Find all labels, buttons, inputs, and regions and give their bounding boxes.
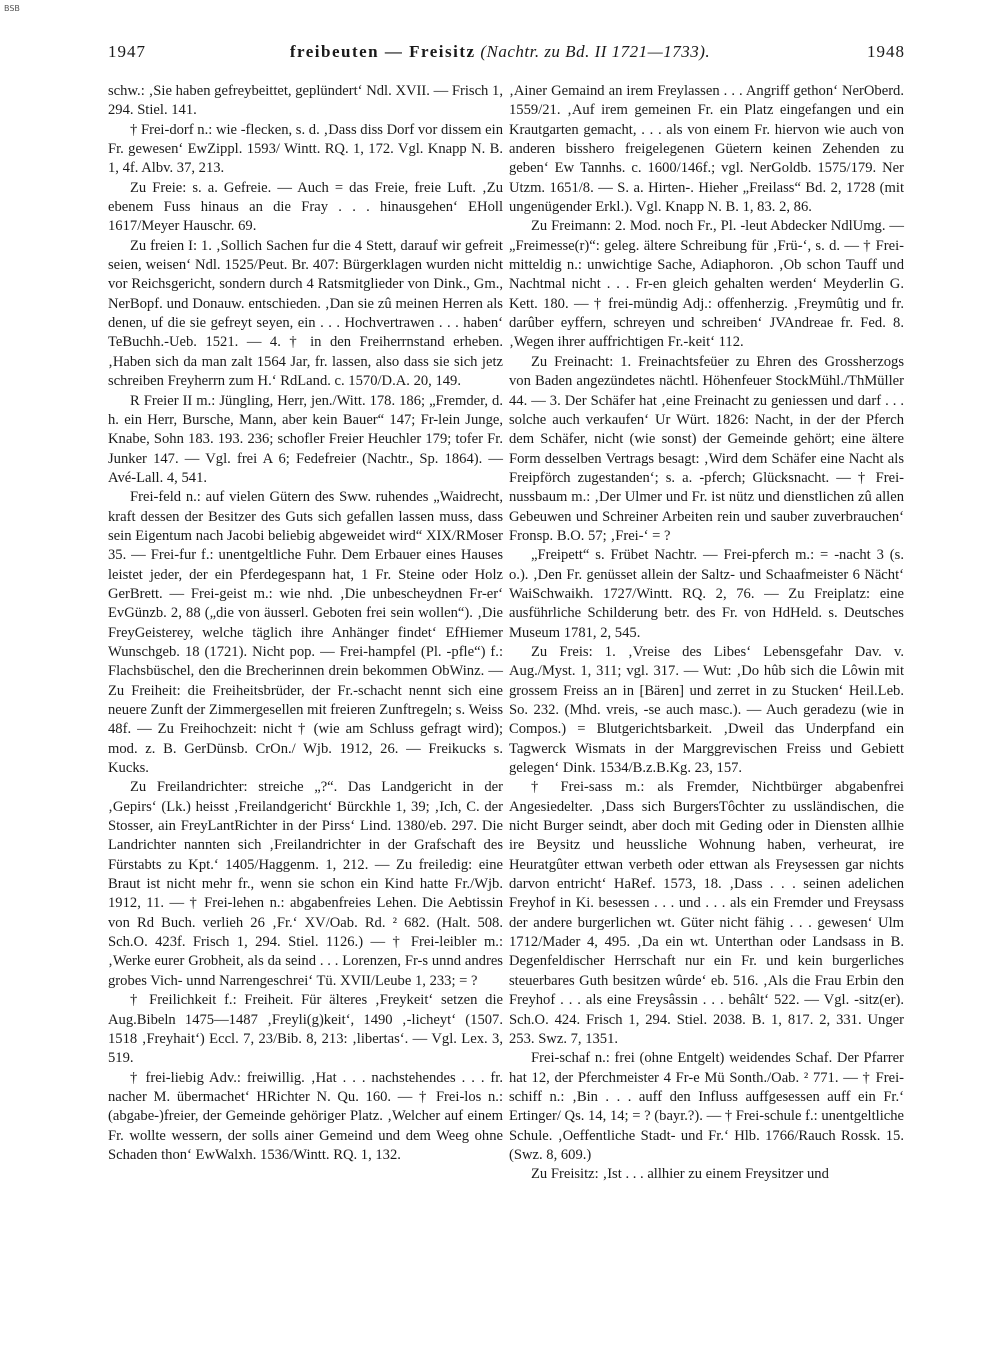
entry-paragraph: † Freilichkeit f.: Freiheit. Für älteres ‚Freykeit‘ setzen die Aug.Bibeln 1475—1487 ‚Freyli(g)keit‘, 1490 ‚-licheyt‘ (1507. 1518 ‚Freyhait‘) Eccl. 7, 23/Bib. 8, 213: ‚libertas‘. — Vgl. Lex. 3, 519. xyxy=(108,992,503,1067)
supplement-note: (Nachtr. zu Bd. II 1721—1733). xyxy=(480,42,711,61)
entry-paragraph: R Freier II m.: Jüngling, Herr, jen./Witt. 178. 186; „Fremder, d. h. ein Herr, Bursche, Mann, aber kein Bauer“ 147; Fr-lein Junge, Knabe, Sohn 183. 193. 236; schofler Freier Heuchler 179; tofer Fr. Junker 147. — Vgl. frei A 6; Fedefreier (Nachtr., Sp. 1864). — Avé-Lall. 4, 541. xyxy=(108,392,503,486)
left-column xyxy=(108,82,503,1165)
running-head xyxy=(0,40,1000,70)
entry-paragraph: Zu freien I: 1. ‚Sollich Sachen fur die 4 Stett, darauf wir gefreit seien, weisen‘ Ndl. 1525/Peut. Br. 407: Bürgerklagen wurden nicht vor Reichsgericht, sondern durch 4 Ratsmitglieder von Dink., Gm., NerBopf. und Donauw. entschieden. ‚Dan sie zû meinen Herren als denen, uf die sie gefreyt seyen, ein . . . Hochvertrawen . . . haben‘ TeBuchh.-Ueb. 1521. — 4. † in den Freiherrnstand erheben. ‚Haben sich da man zalt 1564 Jar, fr. lassen, also dass sie sich jetz schreiben Freyherrn zum H.‘ RdLand. c. 1570/D.A. 20, 149. xyxy=(108,237,503,390)
entry-paragraph: ‚Ainer Gemaind an irem Freylassen . . . Angriff gethon‘ NerOberd. 1559/21. ‚Auf irem gemeinen Fr. ein Platz eingefangen und ein Krautgarten gemacht, . . . als von einem Fr. hiervon wie auch von anderen bisshero freigelegenen Güetern keinen Zehenden zu geben‘ Ew Tannhs. c. 1600/146f.; vgl. NerGoldb. 1575/179. Ner Utzm. 1651/8. — S. a. Hirten-. Hieher „Freilass“ Bd. 2, 1728 (mit ungenügender Erkl.). Vgl. Knapp N. B. 1, 83. 2, 86. xyxy=(509,83,904,216)
entry-paragraph: Frei-schaf n.: frei (ohne Entgelt) weidendes Schaf. Der Pfarrer hat 12, der Pferchmeister 4 Fr-e Mü Sonth./Oab. ² 771. — † Frei-schiff n.: ‚Bin . . . auff den Influss auffgesessen auff ein Fr.‘ Ertinger/ Qs. 14, 14; = ? (bayr.?). — † Frei-schule f.: unentgeltliche Schule. ‚Oeffentliche Stadt- und Fr.‘ Hlb. 1766/Rauch Rossk. 15. (Swz. 8, 609.) xyxy=(509,1050,904,1163)
entry-paragraph: „Freipett“ s. Frübet Nachtr. — Frei-pferch m.: = -nacht 3 (s. o.). ‚Den Fr. genüsset allein der Saltz- und Schaafmeister 6 Nächt‘ WaiSchwaikh. 1727/Wintt. RQ. 2, 76. — Zu Freiplatz: eine ausführliche Schilderung betr. des Fr. von HdHeld. s. Deutsches Museum 1781, 2, 545. xyxy=(509,547,904,641)
left-column-number: 1947 xyxy=(108,42,146,61)
entry-paragraph: Zu Freilandrichter: streiche „?“. Das Landgericht in der ‚Gepirs‘ (Lk.) heisst ‚Freilandgericht‘ Bürckhle 1, 39; ‚Ich, C. der Stosser, ain FreyLantRichter in der Pirss‘ Lind. 1380/eb. 297. Die Landrichter nannten sich ‚Freilandrichter in der Grafschaft des Fürstabts zu Kpt.‘ 1405/Haggenm. 1, 212. — Zu freiledig: eine Braut ist nicht mehr fr., wenn sie schon ein Kind hatte Fr./Wjb. 1912, 11. — † Frei-lehen n.: abgabenfreies Lehen. Die Aebtissin von Rd Buch. verlieh 26 ‚Fr.‘ XV/Oab. Rd. ² 682. (Halt. 508. Sch.O. 423f. Frisch 1, 294. Stiel. 1126.) — † Frei-leibler m.: ‚Werke eurer Grobheit, als da seind . . . Lorenzen, Fr-s unnd andres grobes Vich- unnd Narrengeschrei‘ Tü. XVII/Leube 1, 233; = ? xyxy=(108,779,503,989)
entry-paragraph: † Frei-dorf n.: wie -flecken, s. d. ‚Dass diss Dorf vor dissem ein Fr. gewesen‘ EwZippl. 1593/ Wintt. RQ. 1, 172. Vgl. Knapp N. B. 1, 4f. Albv. 37, 213. xyxy=(108,121,503,177)
entry-paragraph: schw.: ‚Sie haben gefreybeittet, geplündert‘ Ndl. XVII. — Frisch 1, 294. Stiel. 141. xyxy=(108,83,503,119)
headword-range: freibeuten — Freisitz xyxy=(289,42,476,61)
right-column-number: 1948 xyxy=(867,42,905,61)
page-title xyxy=(0,42,1000,62)
entry-paragraph: Zu Freis: 1. ‚Vreise des Libes‘ Lebensgefahr Dav. v. Aug./Myst. 1, 311; vgl. 317. — Wut: ‚Do hûb sich die Lôwin mit grossem Freiss an in [Bären] und zerret in zu Stucken‘ Heil.Leb. So. 232. (Mhd. vreis, -se auch masc.). — Auch geradezu (wie in Compos.) = Blutgerichtsbarkeit. ‚Dweil das Underpfand ein Tagwerck Wismats in der Marggrevischen Freiss und Gebiett gelegen‘ Dink. 1534/B.z.B.Kg. 23, 157. xyxy=(509,643,904,777)
entry-paragraph: Zu Freinacht: 1. Freinachtsfeüer zu Ehren des Grossherzogs von Baden angezündetes nächtl. Höhenfeuer StockMühl./ThMüller 44. — 3. Der Schäfer hat ‚eine Freinacht zu geniessen und darf . . . solche auch verkaufen‘ Ur Würt. 1826: Nacht, in der der Pferch dem Schäfer, nicht (wie sonst) der Gemeinde gehört; eine ältere Form desselben Vertrags besagt: ‚Wird dem Schäfer eine Nacht als Freipförch zugestanden‘; s. a. -pferch; Glücksnacht. — † Frei-nussbaum m.: ‚Der Ulmer und Fr. ist nütz und dienstlichen zû allen Gebeuwen und Schreiner Arbeiten rein und sauber zuverbrauchen‘ Fronsp. B.O. 57; ‚Frei-‘ = ? xyxy=(509,353,904,544)
right-column xyxy=(509,82,904,1185)
entry-paragraph: † Frei-sass m.: als Fremder, Nichtbürger abgabenfrei Angesiedelter. ‚Dass sich BurgersTôchter zu ussländischen, die nicht Burger seindt, aber doch mit Geding oder in Diensten allhie ire Beysitz und heussliche Wohnung haben, verheurat, ire Heuratgûter ettwan verbeth oder ettwan als Freysessen gar nichts darvon entricht‘ HaRef. 1573, 18. ‚Dass . . . seinen adelichen Freyhof in Ki. besessen . . . und . . . als ein Fremder und Freysass der andere burgerlichen wt. Güter nicht fähig . . . gewesen‘ Ulm 1712/Mader 4, 495. ‚Da ein wt. Unterthan oder Landsass in B. Degenfeldischer Herrschaft nur ein Fr. und kein burgerliches steuerbares Guth besitzen wûrde‘ eb. 516. ‚Als die Frau Erbin den Freyhof . . . als eine Freysâssin . . . behâlt‘ 522. — Vgl. -sitz(er). Sch.O. 424. Frisch 1, 294. Stiel. 2038. B. 1, 817. 2, 331. Unger 253. Swz. 7, 1351. xyxy=(509,779,904,1047)
entry-paragraph: Frei-feld n.: auf vielen Gütern des Sww. ruhendes „Waidrecht, kraft dessen der Besitzer des Guts sich gefallen lassen muss, dass sein Eigentum nach Jacobi beliebig abgeweidet wird“ XIX/RMoser 35. — Frei-fur f.: unentgeltliche Fuhr. Dem Erbauer eines Hauses leistet jeder, der ein Pferdegespann hat, 1 Fr. Steine oder Holz GerBrett. — Frei-geist m.: wie nhd. ‚Die unbescheydnen Fr-er‘ EvGünzb. 2, 88 („die von äusserl. Geboten frei sein wollen“). ‚Die FreyGeisterey, welche täglich ihre Anhänger findet‘ EfHiemer Wunschgeb. 18 (1721). Nicht pop. — Frei-hampfel (Pl. -pfle“) f.: Flachsbüschel, den die Brecherinnen drein bekommen ObWinz. — Zu Freiheit: die Freiheitsbrüder, der Fr.-schacht nennt sich eine neuere Zunft der Zimmergesellen mit freieren Zunftregeln; s. Weiss 48f. — Zu Freihochzeit: nicht † (wie am Schluss gefragt wird); mod. z. B. GerDünsb. CrOn./ Wjb. 1912, 26. — Freikucks s. Kucks. xyxy=(108,489,504,777)
entry-paragraph: Zu Freimann: 2. Mod. noch Fr., Pl. -leut Abdecker NdlUmg. — „Freimesse(r)“: geleg. ältere Schreibung für ‚Frü-‘, s. d. — † Frei-mitteldig n.: unwichtige Sache, Adiaphoron. ‚Ob schon Tauff und Nachtmal nicht . . . Fr-en gleich gehalten werden‘ Meyderlin G. Kett. 180. — † frei-mündig Adj.: offenherzig. ‚Freymûtig und fr. darûber eyffern, schreyen und schreiben‘ JVAndreae fr. Fed. 8. ‚Wegen ihrer auffrichtigen Fr.-keit‘ 112. xyxy=(509,218,904,351)
entry-paragraph: † frei-liebig Adv.: freiwillig. ‚Hat . . . nachstehendes . . . fr. nacher M. übermachet‘ HRichter N. Qu. 160. — † Frei-los n.: (abgabe-)freier, der Gemeinde gehöriger Platz. ‚Welcher auf einem Fr. wollte wessern, der solls ainer Gemeind und dem Weeg ohne Schaden thon‘ EwWalxh. 1536/Wintt. RQ. 1, 132. xyxy=(108,1069,503,1163)
entry-paragraph: Zu Freisitz: ‚Ist . . . allhier zu einem Freysitzer und xyxy=(531,1166,829,1183)
library-mark: BSB xyxy=(4,4,20,13)
entry-paragraph: Zu Freie: s. a. Gefreie. — Auch = das Freie, freie Luft. ‚Zu ebenem Fuss hinaus an die Fray . . . hinausgehen‘ EHoll 1617/Meyer Hauschr. 69. xyxy=(108,179,503,235)
